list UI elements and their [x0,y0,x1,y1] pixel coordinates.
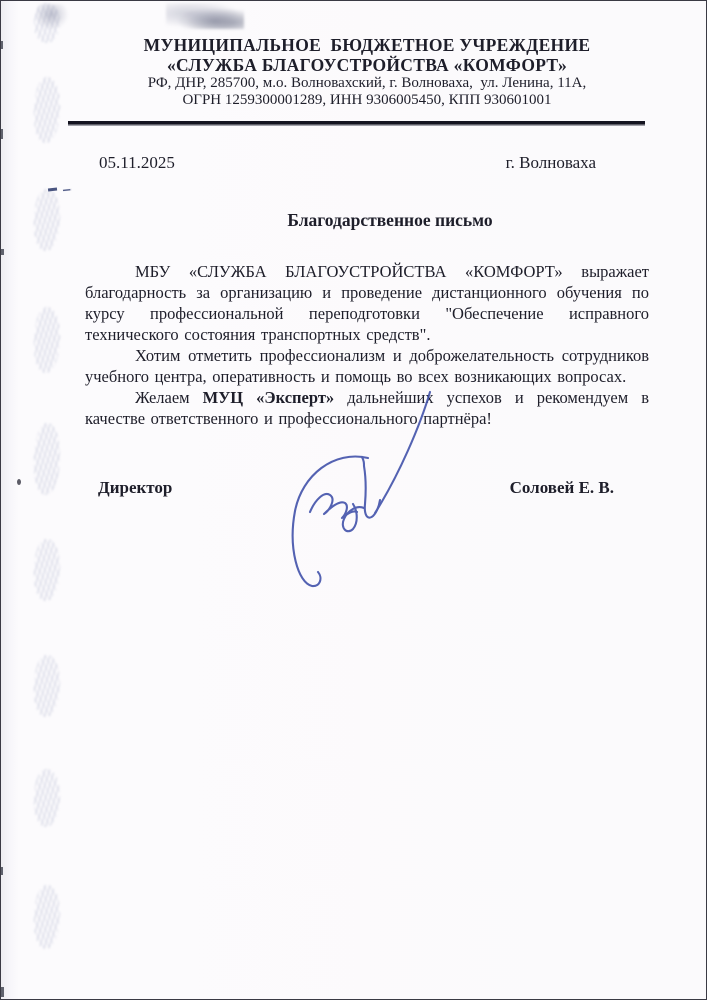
document-city: г. Волноваха [505,153,596,172]
date-row [1,152,706,174]
paragraph-3-bold-org: МУЦ «Эксперт» [202,388,335,407]
scan-smudge [166,3,244,29]
scan-smudge [37,4,69,30]
scan-smudge [32,884,61,949]
document-date: 05.11.2025 [99,153,175,172]
scan-edge-mark [1,41,3,49]
signer-role: Директор [98,478,173,497]
pen-mark [48,188,57,191]
signature-row [1,478,706,498]
org-address-line: РФ, ДНР, 285700, м.о. Волновахский, г. Волноваха, ул. Ленина, 11А, [147,75,587,91]
paragraph-3-start: Желаем [135,388,203,407]
scan-speck [17,479,21,485]
paragraph-1: МБУ «СЛУЖБА БЛАГОУСТРОЙСТВА «КОМФОРТ» выражает благодарность за организацию и проведение дистанционного обучения по курсу профессиональной переподготовки "Обеспечение исправного технического состояния транспортных средств". [85,262,649,344]
scan-smudge [33,768,62,827]
org-name-line2: «СЛУЖБА БЛАГОУСТРОЙСТВА «КОМФОРТ» [166,55,568,75]
document-title: Благодарственное письмо [287,210,493,230]
scan-edge-mark [1,249,4,255]
scan-smudge [32,654,61,717]
org-ids-line: ОГРН 1259300001289, ИНН 9306005450, КПП 930601001 [182,91,552,108]
scan-edge-mark [1,129,3,139]
letterhead [1,35,706,108]
scan-edge-mark [1,867,3,875]
letterhead-divider [68,121,645,126]
signer-name: Соловей Е. В. [509,478,614,497]
paragraph-3 [85,387,649,429]
paragraph-3-end: дальнейших успехов и рекомендуем в качестве ответственного и профессионального партнёра! [85,388,649,428]
letter-body [1,261,706,429]
org-name-line1: МУНИЦИПАЛЬНОЕ БЮДЖЕТНОЕ УЧРЕЖДЕНИЕ [143,35,591,55]
scan-smudge [32,538,61,601]
scan-edge-mark [1,987,4,997]
paragraph-2: Хотим отметить профессионализм и доброжелательность сотрудников учебного центра, оперативность и помощь во всех возникающих вопросах. [85,346,649,386]
